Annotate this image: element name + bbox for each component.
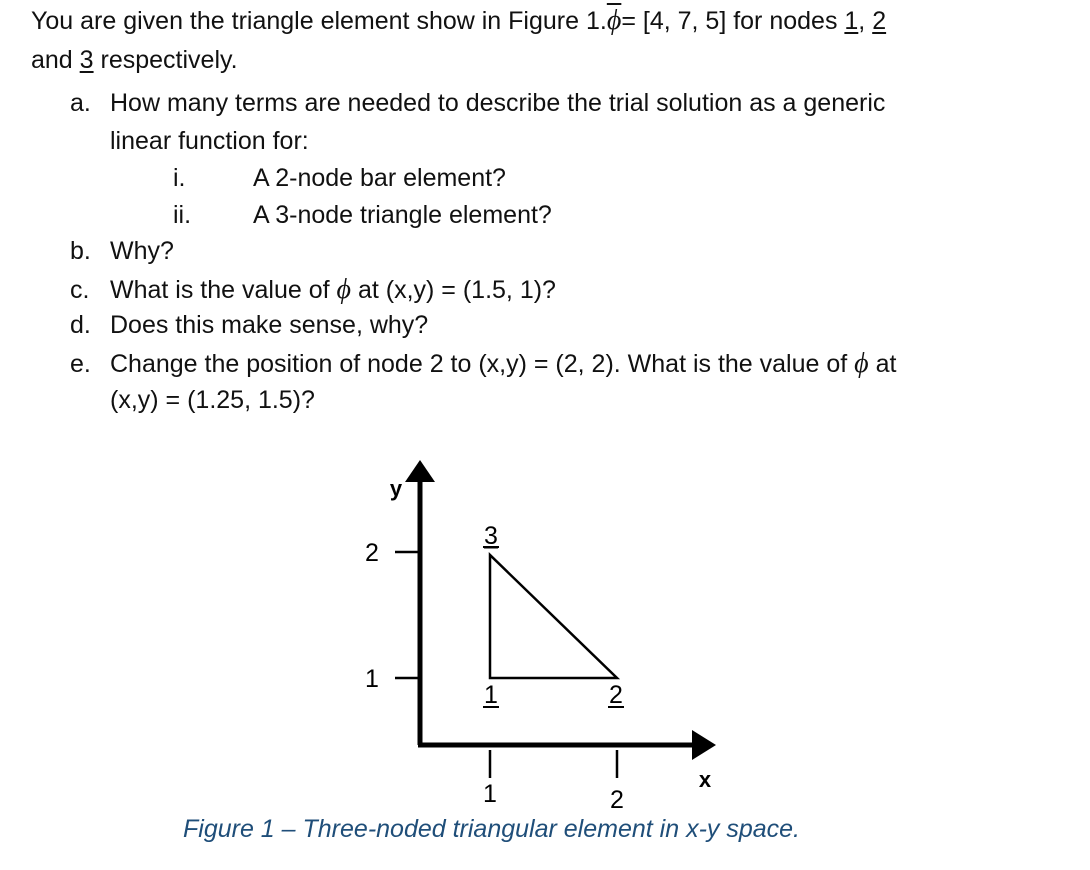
question-c-text: What is the value of: [110, 276, 337, 304]
phi-symbol: $\overline{\phi}$: [606, 5, 622, 36]
node-2-ref: 2: [872, 7, 887, 35]
question-a-text: How many terms are needed to describe the trial solution as a generic: [110, 89, 886, 117]
y-axis-arrowhead: [405, 460, 435, 482]
question-d-text: Does this make sense, why?: [110, 311, 429, 339]
question-b-marker: b.: [70, 237, 91, 265]
question-c-text-2: at (x,y) = (1.5, 1)?: [351, 276, 556, 304]
question-a-ii-marker: ii.: [173, 201, 192, 229]
phi-symbol: ϕ: [336, 274, 352, 305]
node-label-1: 1: [484, 681, 498, 709]
intro-values: = [4, 7, 5] for nodes: [621, 7, 845, 35]
question-e-text-3: (x,y) = (1.25, 1.5)?: [110, 386, 315, 414]
y-axis-label: y: [389, 476, 403, 501]
question-a-text-2: linear function for:: [110, 127, 309, 155]
intro-text: You are given the triangle element show in Figure 1.: [31, 7, 607, 35]
node-label-3: 3: [484, 522, 498, 550]
intro-text-3: respectively.: [93, 46, 238, 74]
question-e-marker: e.: [70, 350, 91, 378]
x-tick-label-1: 1: [483, 780, 497, 808]
question-a-i-marker: i.: [173, 164, 186, 192]
separator: ,: [858, 7, 873, 35]
question-a-i-text: A 2-node bar element?: [253, 164, 506, 192]
question-e-text: Change the position of node 2 to (x,y) = (2, 2). What is the value of: [110, 350, 855, 378]
question-a-ii-text: A 3-node triangle element?: [253, 201, 552, 229]
question-c-marker: c.: [70, 276, 90, 304]
intro-text-2: and: [31, 46, 80, 74]
x-axis-label: x: [698, 767, 712, 792]
question-b-text: Why?: [110, 237, 174, 265]
question-a-marker: a.: [70, 89, 91, 117]
y-tick-label-1: 1: [365, 665, 379, 693]
node-3-ref: 3: [79, 46, 94, 74]
y-tick-label-2: 2: [365, 539, 379, 567]
x-tick-label-2: 2: [610, 786, 624, 814]
question-d-marker: d.: [70, 311, 91, 339]
node-label-2: 2: [609, 681, 623, 709]
x-axis-arrowhead: [692, 730, 716, 760]
question-e-text-2: at: [868, 350, 897, 378]
figure-caption: Figure 1 – Three-noded triangular element in x-y space.: [183, 815, 800, 843]
node-1-ref: 1: [844, 7, 859, 35]
triangle-element: [490, 555, 617, 678]
phi-symbol: ϕ: [854, 348, 869, 379]
